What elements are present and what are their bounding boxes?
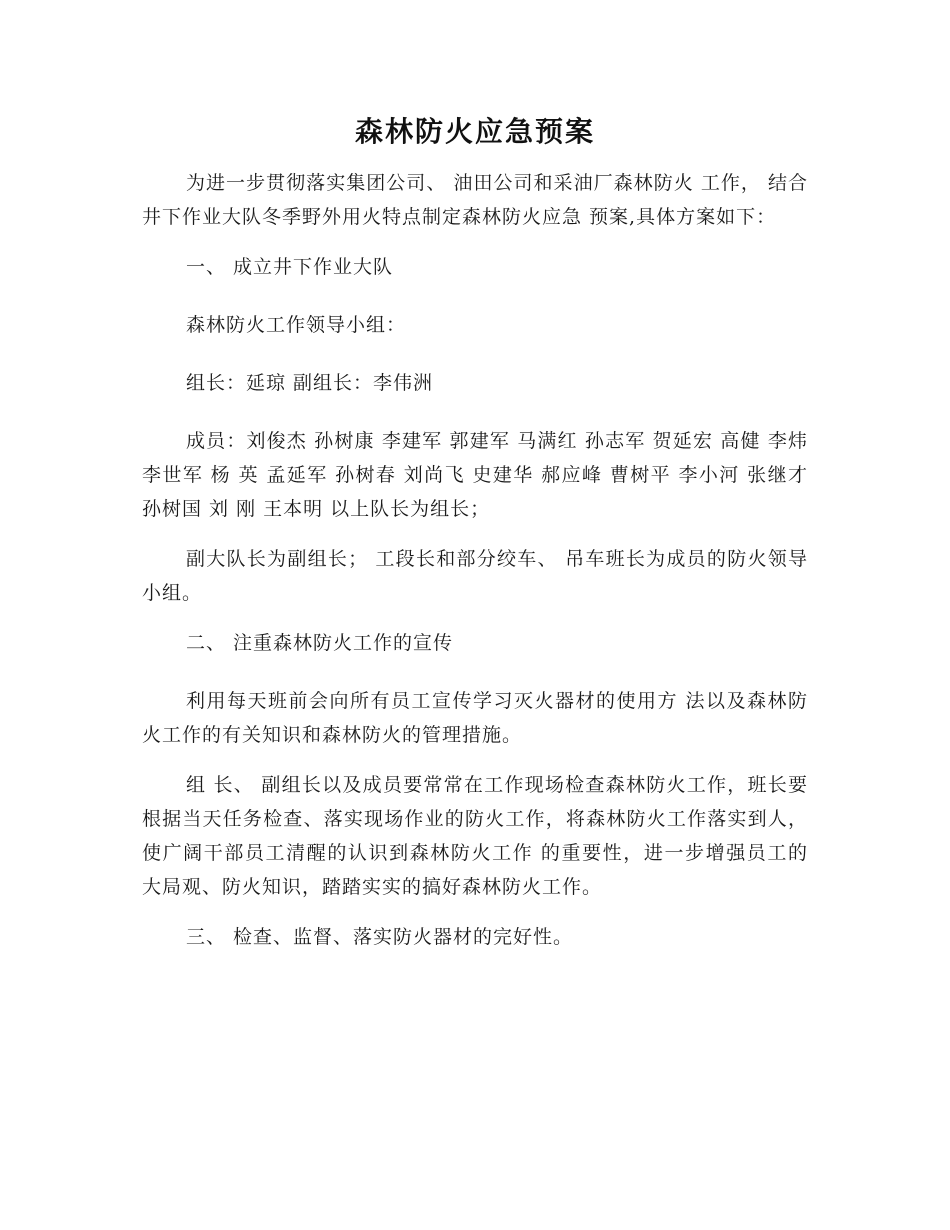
deputy-paragraph: 副大队长为副组长； 工段长和部分绞车、 吊车班长为成员的防火领导小组。 [142, 548, 808, 604]
leaders-line: 组长：延琼 副组长：李伟洲 [186, 372, 434, 394]
inspection-paragraph: 组 长、 副组长以及成员要常常在工作现场检查森林防火工作，班长要根据当天任务检查、落实现场作业的防火工作，将森林防火工作落实到人，使广阔干部员工清醒的认识到森林防火工作 的重要性，进一步增强员工的大局观、防火知识，踏踏实实的搞好森林防火工作。 [142, 774, 808, 898]
document-title: 森林防火应急预案 [354, 115, 595, 148]
publicity-paragraph: 利用每天班前会向所有员工宣传学习灭火器材的使用方 法以及森林防火工作的有关知识和森林防火的管理措施。 [142, 690, 808, 746]
members-paragraph: 成员：刘俊杰 孙树康 李建军 郭建军 马满红 孙志军 贺延宏 高健 李炜 李世军 杨 英 孟延军 孙树春 刘尚飞 史建华 郝应峰 曹树平 李小河 张继才 孙树国 刘 刚 王本明 以上队长为组长； [142, 430, 808, 520]
section-heading-3: 三、 检查、监督、落实防火器材的完好性。 [186, 926, 574, 948]
group-title: 森林防火工作领导小组： [186, 314, 407, 336]
intro-paragraph: 为进一步贯彻落实集团公司、 油田公司和采油厂森林防火 工作， 结合井下作业大队冬季野外用火特点制定森林防火应急 预案,具体方案如下： [142, 172, 808, 228]
section-heading-1: 一、 成立井下作业大队 [186, 256, 394, 278]
document-body [142, 166, 808, 978]
section-heading-2: 二、 注重森林防火工作的宣传 [186, 632, 454, 654]
